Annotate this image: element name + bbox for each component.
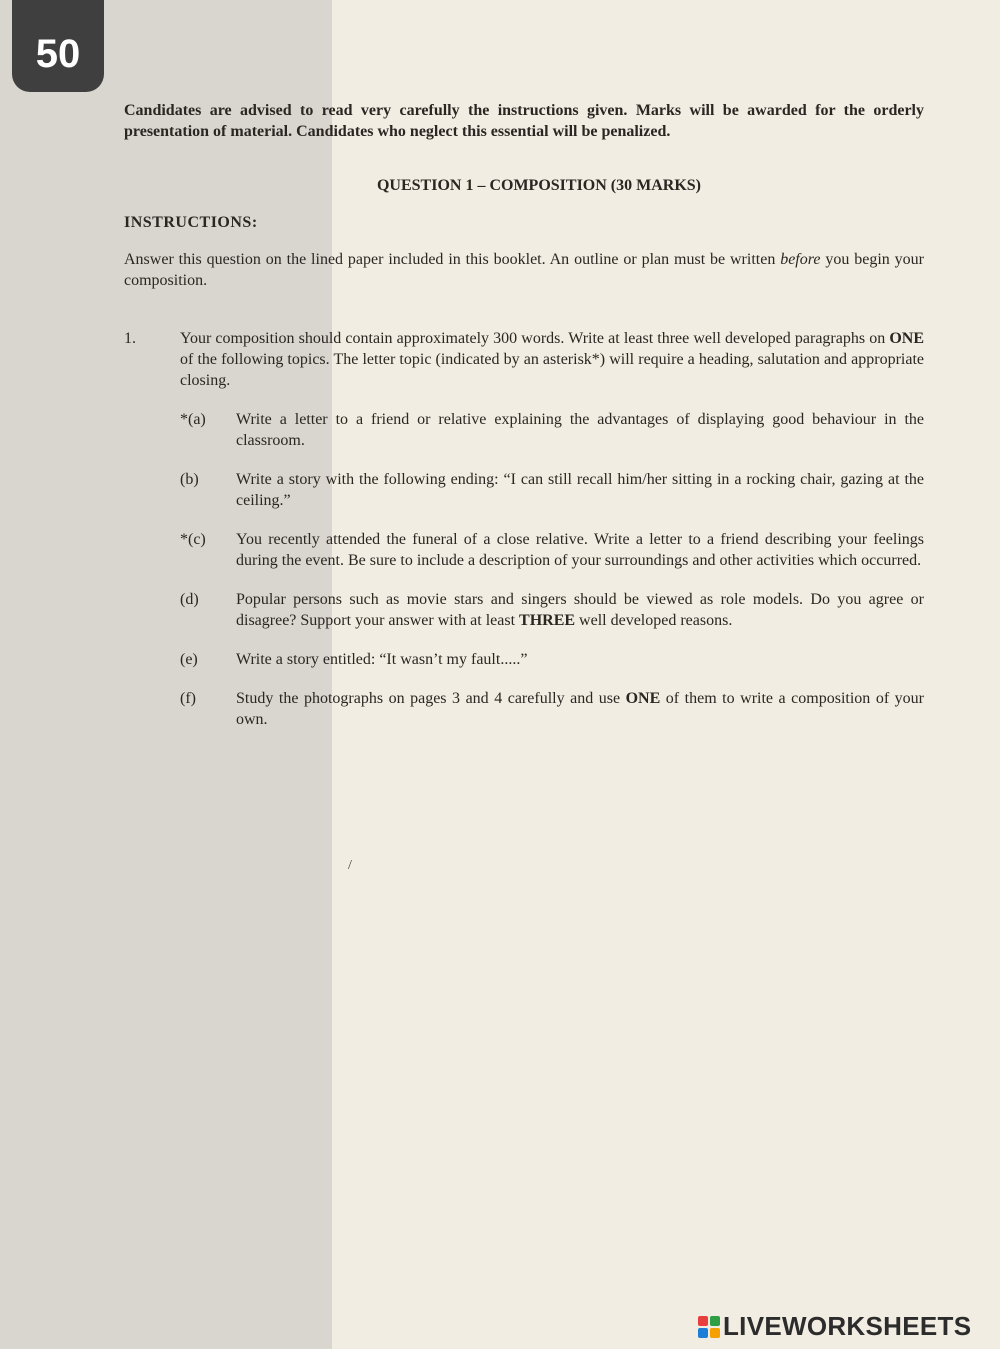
option-text: You recently attended the funeral of a close relative. Write a letter to a friend describing your feelings during the event. Be sure to include a description of your surroundings and other activities which occurred.: [236, 531, 924, 569]
intro-paragraph: Candidates are advised to read very carefully the instructions given. Marks will be awarded for the orderly presentation of material. Candidates who neglect this essential will be penalized.: [124, 102, 924, 140]
topic-options-list: [180, 409, 924, 730]
logo-square: [698, 1328, 708, 1338]
main-question: [124, 328, 924, 391]
option-f: [180, 688, 924, 730]
option-text: Write a story entitled: “It wasn’t my fault.....”: [236, 651, 528, 668]
instructions-heading: INSTRUCTIONS:: [124, 214, 258, 231]
option-text-pre: Study the photographs on pages 3 and 4 carefully and use: [236, 690, 626, 707]
instructions-text-part2: you begin your composition.: [124, 251, 925, 289]
option-label: (f): [180, 690, 196, 707]
option-text: Write a story with the following ending: “I can still recall him/her sitting in a rocking chair, gazing at the ceiling.”: [236, 471, 924, 509]
option-a: [180, 409, 924, 451]
document-body: [124, 100, 924, 748]
option-label: *(a): [180, 411, 206, 428]
question-number: 1.: [124, 330, 136, 347]
option-text-bold: THREE: [519, 612, 576, 629]
logo-square: [710, 1316, 720, 1326]
question-title: QUESTION 1 – COMPOSITION (30 MARKS): [376, 177, 702, 194]
option-b: [180, 469, 924, 511]
option-label: (e): [180, 651, 198, 668]
main-question-part2: of the following topics. The letter topic (indicated by an asterisk*) will require a heading, salutation and appropriate closing.: [180, 351, 924, 389]
main-question-part1: Your composition should contain approximately 300 words. Write at least three well developed paragraphs on: [180, 330, 890, 347]
page-number-badge: 50: [12, 0, 104, 92]
option-text: Write a letter to a friend or relative explaining the advantages of displaying good behaviour in the classroom.: [236, 411, 924, 449]
logo-square: [710, 1328, 720, 1338]
option-e: [180, 649, 924, 670]
stray-pen-mark: /: [348, 858, 352, 873]
option-text-post: well developed reasons.: [575, 612, 733, 629]
liveworksheets-watermark[interactable]: [698, 1311, 971, 1342]
instructions-text: [124, 249, 924, 291]
watermark-text: LIVEWORKSHEETS: [723, 1311, 972, 1341]
option-label: (d): [180, 591, 199, 608]
option-d: [180, 589, 924, 631]
option-label: (b): [180, 471, 199, 488]
instructions-emphasis: before: [780, 251, 821, 268]
instructions-text-part1: Answer this question on the lined paper included in this booklet. An outline or plan must be written: [124, 251, 781, 268]
logo-square: [698, 1316, 708, 1326]
liveworksheets-logo-icon: [698, 1316, 720, 1338]
option-text-pre: Popular persons such as movie stars and singers should be viewed as role models. Do you agree or disagree? Support your answer with at least: [236, 591, 924, 629]
option-text-post: of them to write a composition of your own.: [236, 690, 924, 728]
option-text-bold: ONE: [625, 690, 661, 707]
option-label: *(c): [180, 531, 206, 548]
option-c: [180, 529, 924, 571]
main-question-bold: ONE: [889, 330, 924, 347]
